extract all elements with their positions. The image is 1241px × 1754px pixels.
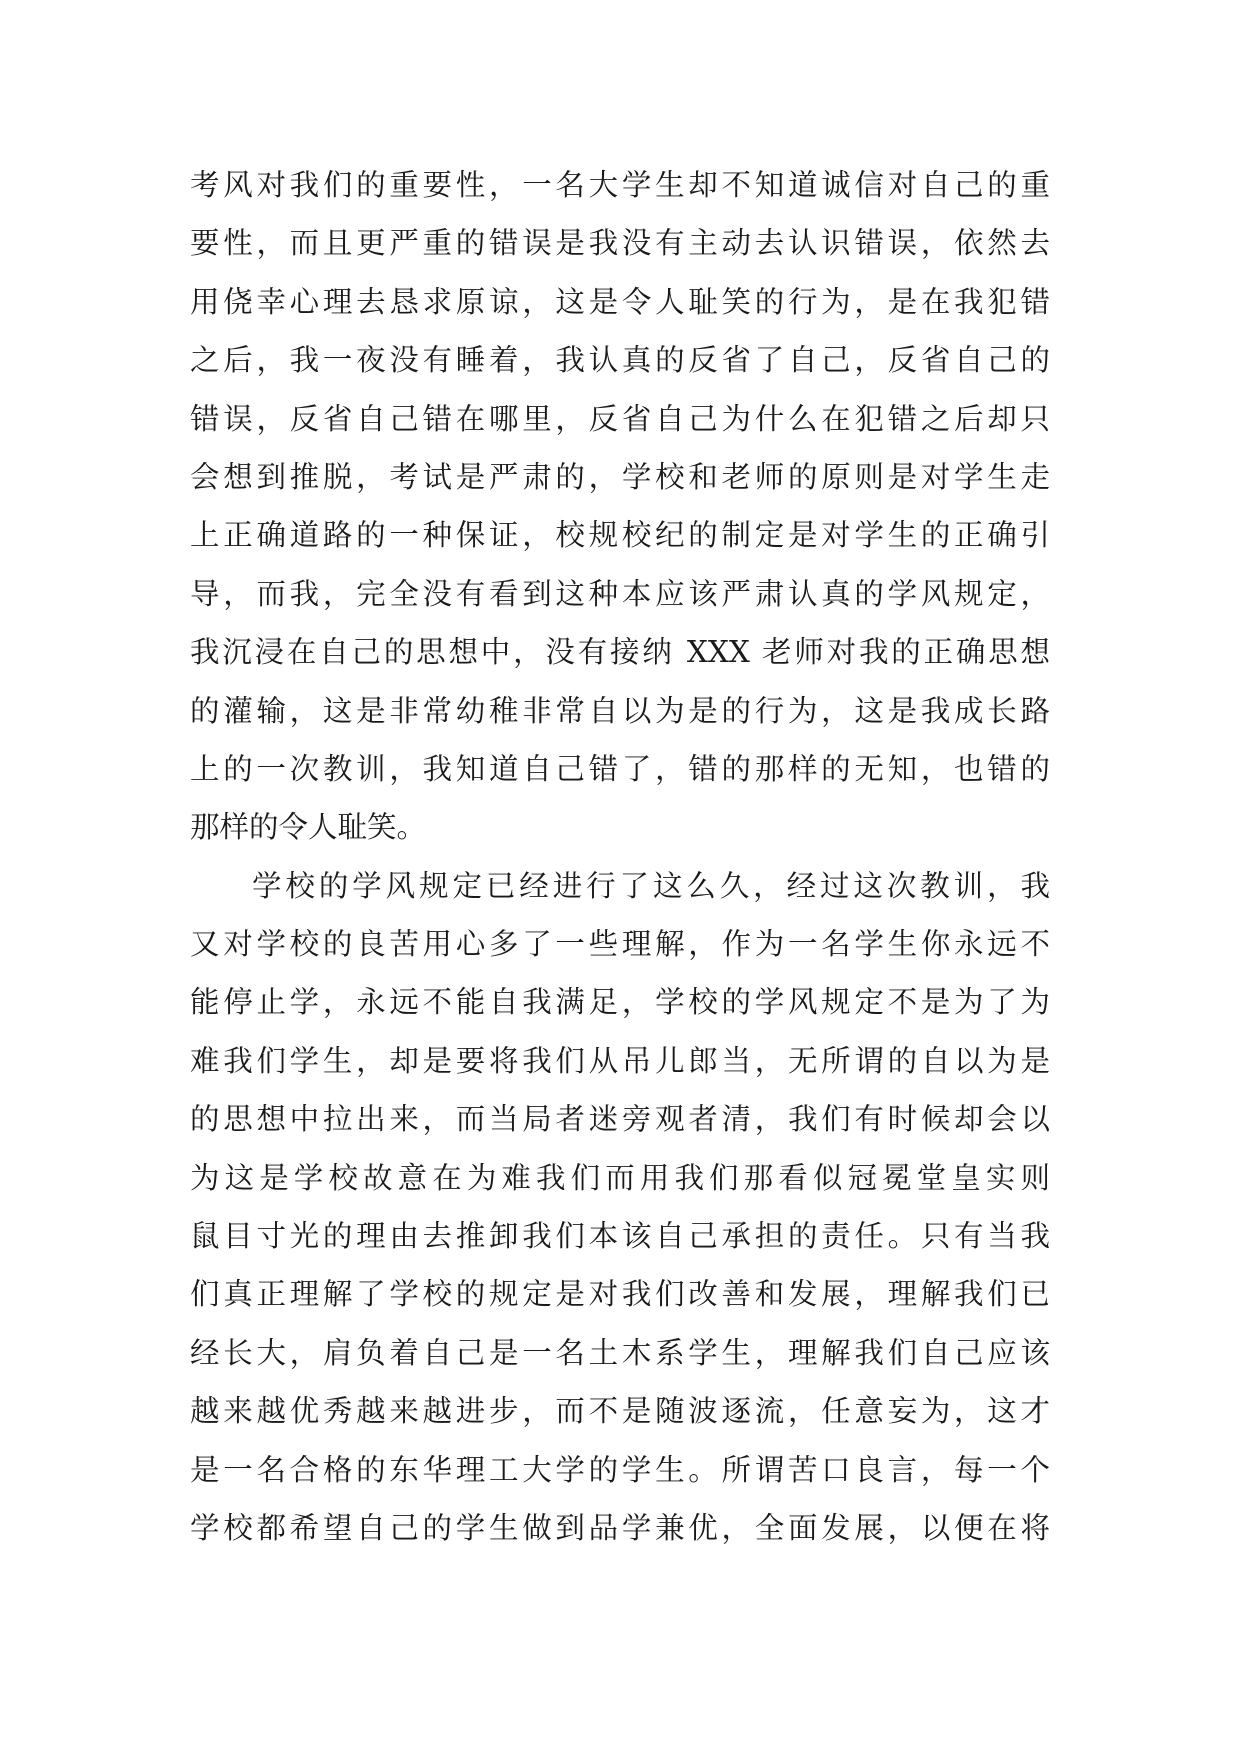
text-line: 们真正理解了学校的规定是对我们改善和发展，理解我们已: [190, 1277, 1050, 1312]
paragraph-2: [190, 857, 1050, 1558]
text-line: 又对学校的良苦用心多了一些理解，作为一名学生你永远不: [190, 927, 1050, 962]
text-line: 上正确道路的一种保证，校规校纪的制定是对学生的正确引: [190, 518, 1050, 553]
text-line: 能停止学，永远不能自我满足，学校的学风规定不是为了为: [190, 985, 1050, 1020]
text-line: 用侥幸心理去恳求原谅，这是令人耻笑的行为，是在我犯错: [190, 284, 1050, 319]
text-line: 要性，而且更严重的错误是我没有主动去认识错误，依然去: [190, 226, 1050, 261]
text-line: 错误，反省自己错在哪里，反省自己为什么在犯错之后却只: [190, 401, 1050, 436]
paragraph-1: [190, 156, 1050, 857]
text-line: 那样的令人耻笑。: [190, 810, 427, 845]
text-line: 鼠目寸光的理由去推卸我们本该自己承担的责任。只有当我: [190, 1219, 1050, 1254]
text-line: 越来越优秀越来越进步，而不是随波逐流，任意妄为，这才: [190, 1394, 1050, 1429]
text-line: 我沉浸在自己的思想中，没有接纳 XXX 老师对我的正确思想: [190, 635, 1050, 670]
text-line: 经长大，肩负着自己是一名土木系学生，理解我们自己应该: [190, 1335, 1050, 1370]
text-line: 是一名合格的东华理工大学的学生。所谓苦口良言，每一个: [190, 1452, 1050, 1487]
text-line: 学校都希望自己的学生做到品学兼优，全面发展，以便在将: [190, 1510, 1050, 1545]
text-line: 上的一次教训，我知道自己错了，错的那样的无知，也错的: [190, 751, 1050, 786]
document-body: [190, 156, 1050, 1557]
text-line: 之后，我一夜没有睡着，我认真的反省了自己，反省自己的: [190, 343, 1050, 378]
text-line: 的灌输，这是非常幼稚非常自以为是的行为，这是我成长路: [190, 693, 1050, 728]
text-line: 导，而我，完全没有看到这种本应该严肃认真的学风规定，: [190, 576, 1050, 611]
text-line: 学校的学风规定已经进行了这么久，经过这次教训，我: [252, 868, 1050, 903]
text-line: 为这是学校故意在为难我们而用我们那看似冠冕堂皇实则: [190, 1160, 1050, 1195]
text-line: 会想到推脱，考试是严肃的，学校和老师的原则是对学生走: [190, 459, 1050, 494]
text-line: 难我们学生，却是要将我们从吊儿郎当，无所谓的自以为是: [190, 1043, 1050, 1078]
text-line: 考风对我们的重要性，一名大学生却不知道诚信对自己的重: [190, 168, 1050, 202]
text-line: 的思想中拉出来，而当局者迷旁观者清，我们有时候却会以: [190, 1102, 1050, 1137]
